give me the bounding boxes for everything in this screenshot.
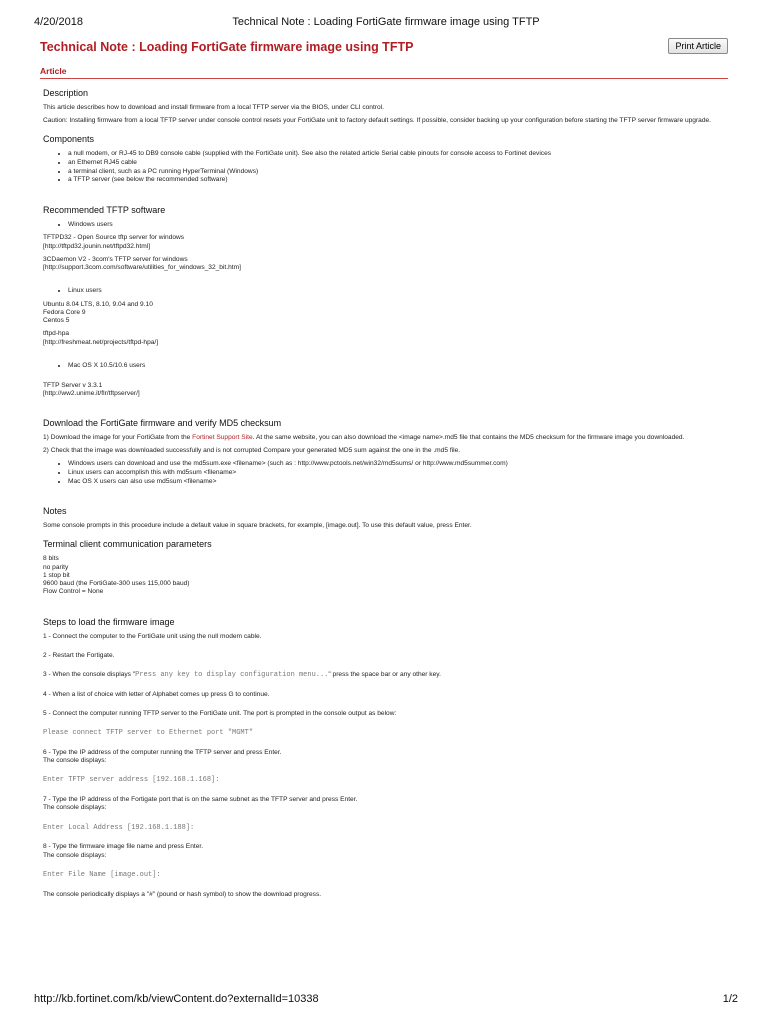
windows-tftpd32: TFTPD32 - Open Source tftp server for windows [http://tftpd32.jounin.net/tftpd32.html] [43,234,185,250]
step-6-code: Enter TFTP server address [192.168.1.168]: [43,776,220,785]
linux-list [40,287,728,296]
description-text: This article describes how to download and install firmware from a local TFTP server via the BIOS, under CLI control. [43,104,384,111]
list-item: • Windows users can download and use the md5sum.exe <filename> (such as : http://www.pctools.net/win32/md5sums/ or http://www.md5summer.com) [68,460,728,469]
list-item: • Windows users [68,221,728,230]
list-item: • Linux users [68,287,728,296]
list-item: • a null modem, or RJ-45 to DB9 console cable (supplied with the FortiGate unit). See also the related article Serial cable pinouts for console access to Fortinet devices [68,150,728,159]
step-4: 4 - When a list of choice with letter of Alphabet comes up press G to continue. [43,690,270,698]
list-item: • Mac OS X 10.5/10.6 users [68,362,728,371]
step-1: 1 - Connect the computer to the FortiGate unit using the null modem cable. [43,632,262,640]
linux-distros: Ubuntu 8.04 LTS, 8.10, 9.04 and 9.10 Fedora Core 9 Centos 5 [43,300,153,325]
step-5-code: Please connect TFTP server to Ethernet port "MGMT" [43,729,254,738]
step-8: 8 - Type the firmware image file name and press Enter. The console displays: [43,843,204,859]
footer-url: http://kb.fortinet.com/kb/viewContent.do?externalId=10338 [34,993,319,1005]
step-3-text: 3 - When the console displays " [43,671,136,679]
step-7: 7 - Type the IP address of the Fortigate port that is on the same subnet as the TFTP server and press Enter. The console displays: [43,796,358,812]
step-5: 5 - Connect the computer running TFTP server to the FortiGate unit. The port is prompted in the console output as below: [43,710,397,717]
step-3-text-end: " press the space bar or any other key. [328,671,441,679]
list-item: • an Ethernet RJ45 cable [68,159,728,168]
list-item: • a terminal client, such as a PC running HyperTerminal (Windows) [68,168,728,177]
title-bar [40,38,728,62]
components-heading: Components [43,134,95,145]
article-title: Technical Note : Loading FortiGate firmware image using TFTP [40,40,414,54]
windows-list [40,221,728,230]
steps-heading: Steps to load the firmware image [43,616,175,627]
download-step-1-text-end: . At the same website, you can also download the <image name>.md5 file that contains the MD5 checksum for the firmware image you downloaded. [252,433,685,441]
list-item: • Linux users can accomplish this with md5sum <filename> [68,469,728,478]
print-date: 4/20/2018 [34,16,83,28]
page-number: 1/2 [722,993,738,1005]
download-step-2: 2) Check that the image was downloaded successfully and is not corrupted Compare your generated MD5 sum against the one in the .md5 file. [43,447,461,455]
terminal-heading: Terminal client communication parameters [43,539,212,550]
print-article-button[interactable]: Print Article [668,38,728,54]
step-2: 2 - Restart the Fortigate. [43,651,115,659]
section-label: Article [40,66,728,79]
windows-3cdaemon: 3CDaemon V2 - 3com's TFTP server for windows [http://support.3com.com/software/utilities_for_windows_32_bit.htm] [43,255,241,271]
mac-list [40,362,728,371]
description-heading: Description [43,88,89,98]
notes-text: Some console prompts in this procedure include a default value in square brackets, for example, [image.out]. To use this default value, press Enter. [43,522,472,530]
list-item: • a TFTP server (see below the recommended software) [68,176,728,185]
terminal-params: 8 bits no parity 1 stop bit 9600 baud (the FortiGate-300 uses 115,000 baud) Flow Control = None [43,555,190,596]
print-header [34,16,738,30]
md5-tools-list [40,460,728,486]
components-list [40,150,728,184]
download-heading: Download the FortiGate firmware and verify MD5 checksum [43,417,282,428]
step-9: The console periodically displays a "#" (pound or hash symbol) to show the download progress. [43,890,322,898]
list-item: • Mac OS X users can also use md5sum <filename> [68,478,728,487]
step-7-code: Enter Local Address [192.168.1.188]: [43,823,195,832]
step-3 [43,671,728,680]
article-content [40,38,728,904]
step-8-code: Enter File Name [image.out]: [43,870,161,879]
caution-text: Caution: Installing firmware from a local TFTP server under console control resets your FortiGate unit to factory default settings. If possible, consider backing up your configuration before starting the TFTP server firmware upgrade. [43,117,711,125]
notes-heading: Notes [43,506,67,517]
software-heading: Recommended TFTP software [43,204,166,215]
step-6: 6 - Type the IP address of the computer running the TFTP server and press Enter. The console displays: [43,748,282,765]
fortinet-support-link[interactable]: Fortinet Support Site [192,433,253,441]
step-3-code: Press any key to display configuration menu... [135,671,329,680]
download-step-1-text: 1) Download the image for your FortiGate from the [43,433,193,441]
print-header-title: Technical Note : Loading FortiGate firmware image using TFTP [232,16,540,28]
linux-tftpd-hpa: tftpd-hpa [http://freshmeat.net/projects/tftpd-hpa/] [43,330,159,346]
mac-tftp-server: TFTP Server v 3.3.1 [http://ww2.unime.it/flr/tftpserver/] [43,381,140,397]
download-step-1 [43,434,728,442]
